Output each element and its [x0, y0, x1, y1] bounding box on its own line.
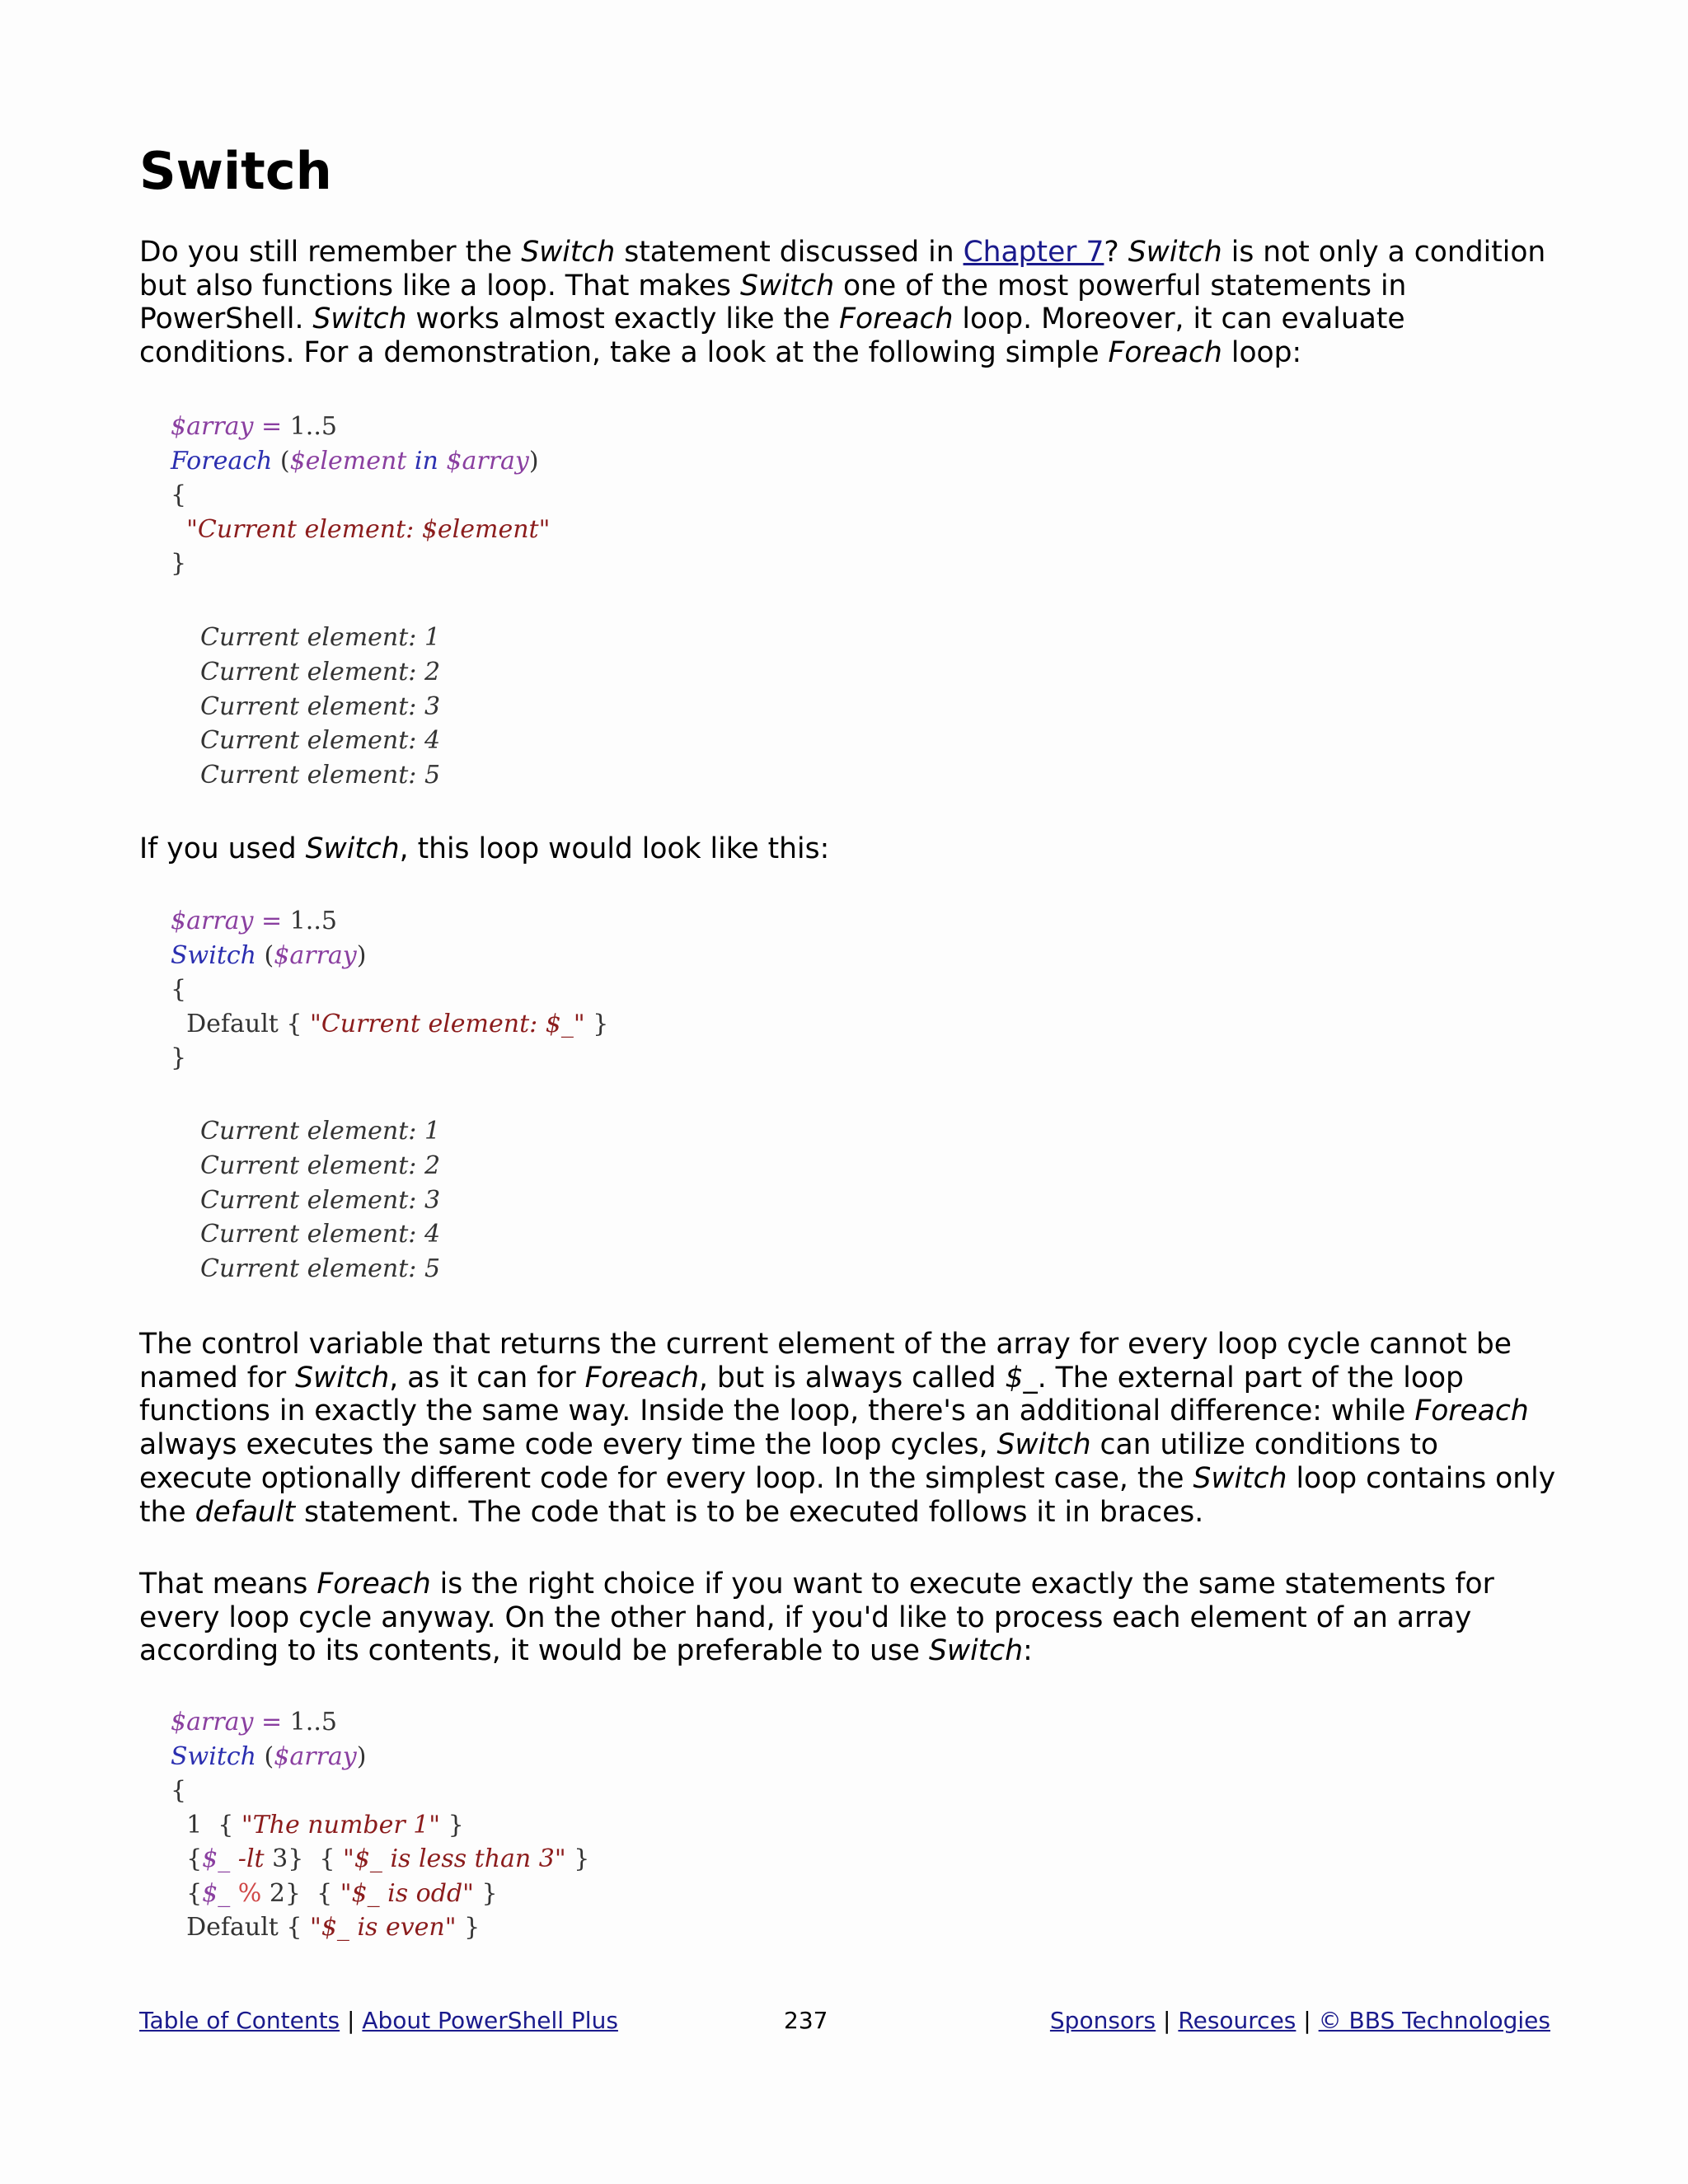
code-keyword: Foreach: [171, 446, 273, 476]
code-variable: $_: [202, 1844, 231, 1873]
separator: |: [1156, 2007, 1179, 2034]
code-keyword: Switch: [171, 1741, 257, 1771]
text: Switch: [521, 236, 616, 269]
code-string: "Current element: $_": [310, 1009, 585, 1038]
output-line: Current element: 1: [200, 623, 441, 652]
code-block-foreach: [171, 410, 550, 581]
text: The control variable that returns the current element of the array for every loop cycle cannot be named for: [139, 1328, 1512, 1394]
code-variable: $array: [274, 1741, 357, 1771]
code-keyword: in: [406, 446, 447, 476]
text: Switch: [1193, 1461, 1287, 1495]
code-keyword: Default {: [186, 1913, 311, 1942]
text: loop. Moreover, it can evaluate conditions. For a demonstration, take a look at the following simple: [139, 302, 1405, 370]
code-punct: (: [256, 1741, 274, 1771]
sponsors-link[interactable]: Sponsors: [1049, 2007, 1156, 2034]
text: :: [1023, 1634, 1033, 1668]
code-punct: {: [186, 1844, 203, 1873]
footer-left-links: [139, 2004, 618, 2037]
code-variable: $array: [171, 1708, 254, 1736]
code-punct: }: [171, 1043, 187, 1072]
code-punct: {: [311, 1844, 344, 1873]
text: , but is always called: [698, 1361, 1006, 1394]
code-punct: (: [256, 940, 274, 970]
footer-right-links: [1050, 2004, 1550, 2037]
text: Do you still remember the: [139, 236, 522, 269]
output-line: Current element: 1: [200, 1117, 441, 1146]
section-heading: Switch: [139, 141, 332, 201]
output-line: Current element: 2: [200, 1151, 441, 1180]
page-footer: [139, 2004, 1550, 2037]
code-punct: }: [584, 1009, 609, 1038]
text: . The external part of the loop functions in exactly the same way. Inside the loop, there's an additional difference: while: [139, 1361, 1464, 1428]
text: Switch: [1128, 236, 1222, 269]
separator: |: [1296, 2007, 1319, 2034]
code-punct: {: [171, 480, 187, 509]
code-block-switch-default: [171, 904, 608, 1076]
code-punct: ): [356, 940, 367, 970]
table-of-contents-link[interactable]: Table of Contents: [139, 2007, 340, 2034]
output-line: Current element: 2: [200, 657, 441, 687]
output-line: Current element: 4: [200, 726, 441, 756]
output-block-switch: [200, 1114, 440, 1286]
text: That means: [139, 1568, 317, 1601]
about-powershell-plus-link[interactable]: About PowerShell Plus: [362, 2007, 618, 2034]
code-variable: $element: [289, 446, 407, 476]
code-value: 3}: [272, 1844, 312, 1873]
control-variable-paragraph: [139, 1328, 1557, 1529]
code-keyword: Switch: [171, 940, 257, 970]
code-variable: $_: [202, 1878, 231, 1908]
separator: |: [340, 2007, 363, 2034]
output-line: Current element: 5: [200, 1254, 441, 1284]
code-operator: =: [253, 907, 290, 935]
text: $_: [1005, 1361, 1038, 1394]
output-line: Current element: 3: [200, 1185, 441, 1215]
text: is not only a condition but also functions like a loop. That makes: [139, 236, 1546, 302]
code-operator: -lt: [230, 1844, 273, 1873]
code-punct: ): [356, 1741, 367, 1771]
text: always executes the same code every time the loop cycles,: [139, 1428, 997, 1462]
code-string: "Current element: $element": [186, 514, 551, 544]
code-value: 1..5: [289, 1708, 337, 1736]
code-operator: %: [230, 1878, 270, 1908]
code-variable: $array: [274, 940, 357, 970]
code-string: "The number 1": [241, 1810, 441, 1840]
code-variable: $array: [171, 907, 254, 935]
chapter-7-link[interactable]: Chapter 7: [963, 236, 1104, 269]
code-operator: =: [253, 412, 290, 441]
code-punct: }: [440, 1810, 464, 1840]
intro-paragraph: [139, 236, 1557, 370]
text: is the right choice if you want to execute exactly the same statements for every loop cycle anyway. On the other hand, if you'd like to process each element of an array according to its contents, it would be preferable to use: [139, 1568, 1494, 1668]
code-punct: ): [528, 446, 539, 476]
text: , as it can for: [389, 1361, 585, 1394]
text: Switch: [929, 1634, 1024, 1668]
text: loop contains only the: [139, 1461, 1556, 1529]
code-block-switch-conditions: [171, 1705, 589, 1945]
text: Foreach: [1414, 1394, 1529, 1428]
text: default: [195, 1495, 295, 1529]
resources-link[interactable]: Resources: [1178, 2007, 1296, 2034]
text: loop:: [1221, 336, 1302, 370]
code-value: 1..5: [289, 412, 337, 441]
output-block-foreach: [200, 621, 440, 793]
page-number: 237: [784, 2007, 828, 2034]
text: Foreach: [316, 1568, 431, 1601]
code-punct: {: [171, 1776, 187, 1805]
code-value: 1 {: [186, 1810, 241, 1840]
text: one of the most powerful statements in PowerShell.: [139, 269, 1407, 336]
text: Switch: [312, 302, 407, 336]
text: ?: [1104, 236, 1128, 269]
code-variable: $array: [171, 412, 254, 441]
code-value: 2}: [269, 1878, 309, 1908]
output-line: Current element: 5: [200, 761, 441, 790]
code-punct: }: [171, 549, 187, 578]
text: Switch: [295, 1361, 390, 1394]
code-punct: }: [565, 1844, 590, 1873]
bbs-technologies-link[interactable]: © BBS Technologies: [1318, 2007, 1550, 2034]
text: Foreach: [839, 302, 954, 336]
code-punct: }: [473, 1878, 498, 1908]
text: Foreach: [584, 1361, 699, 1394]
output-line: Current element: 3: [200, 691, 441, 721]
code-punct: {: [308, 1878, 340, 1908]
switch-intro-paragraph: [139, 832, 1557, 866]
code-keyword: Default {: [186, 1009, 311, 1038]
code-operator: =: [253, 1708, 290, 1736]
comparison-paragraph: [139, 1568, 1557, 1668]
text: Switch: [996, 1428, 1091, 1462]
output-line: Current element: 4: [200, 1220, 441, 1249]
code-string: "$_ is less than 3": [343, 1844, 566, 1873]
text: works almost exactly like the: [406, 302, 840, 336]
text: Foreach: [1108, 336, 1222, 370]
text: statement. The code that is to be executed follows it in braces.: [294, 1495, 1204, 1529]
text: If you used: [139, 832, 306, 865]
text: Switch: [740, 269, 835, 302]
code-string: "$_ is even": [310, 1913, 457, 1942]
code-punct: (: [272, 446, 290, 476]
code-string: "$_ is odd": [340, 1878, 474, 1908]
code-variable: $array: [446, 446, 529, 476]
text: statement discussed in: [615, 236, 964, 269]
code-punct: {: [186, 1878, 203, 1908]
code-punct: }: [456, 1913, 481, 1942]
text: Switch: [305, 832, 400, 865]
text: can utilize conditions to execute optionally different code for every loop. In the simplest case, the: [139, 1428, 1439, 1495]
text: , this loop would look like this:: [399, 832, 830, 865]
code-punct: {: [171, 975, 187, 1004]
code-value: 1..5: [289, 907, 337, 935]
